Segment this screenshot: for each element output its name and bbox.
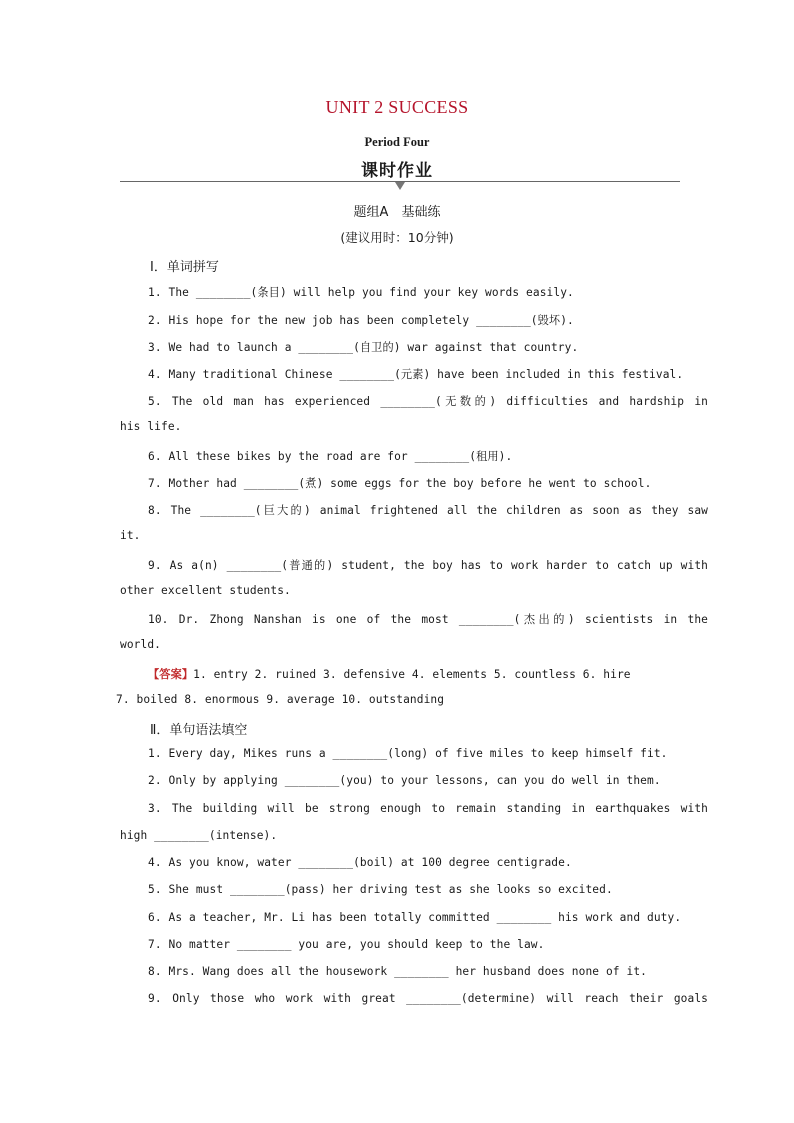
question-line: 6. As a teacher, Mr. Li has been totally committed ________ his work and duty.: [148, 911, 682, 924]
question-line: 9. As a(n) ________(普通的) student, the boy has to work harder to catch up with: [148, 559, 708, 572]
question-line: 7. No matter ________ you are, you should keep to the law.: [148, 938, 545, 951]
question-line: 9. Only those who work with great ________(determine) will reach their goals: [148, 992, 708, 1005]
question-line-continued: other excellent students.: [120, 584, 291, 597]
question-line: 3. The building will be strong enough to remain standing in earthquakes with: [148, 802, 708, 815]
question-line: 4. As you know, water ________(boil) at 100 degree centigrade.: [148, 856, 572, 869]
question-line: 1. Every day, Mikes runs a ________(long) of five miles to keep himself fit.: [148, 747, 668, 760]
question-line-continued: it.: [120, 529, 141, 542]
question-line-continued: his life.: [120, 420, 182, 433]
question-line: 2. His hope for the new job has been completely ________(毁坏).: [148, 314, 574, 327]
question-line: 1. The ________(条目) will help you find your key words easily.: [148, 286, 574, 299]
question-line-continued: high ________(intense).: [120, 829, 278, 842]
section1-heading: Ⅰ．单词拼写: [150, 260, 219, 275]
question-line: 7. Mother had ________(煮) some eggs for the boy before he went to school.: [148, 477, 652, 490]
answer-line: [120, 666, 708, 682]
question-line: 2. Only by applying ________(you) to your lessons, can you do well in them.: [148, 774, 661, 787]
section2-heading: Ⅱ．单句语法填空: [150, 723, 248, 738]
question-line: 10. Dr. Zhong Nanshan is one of the most ________(杰出的) scientists in the: [148, 613, 708, 626]
question-line: 6. All these bikes by the road are for ________(租用).: [148, 450, 513, 463]
answer-label: 【答案】: [148, 668, 194, 681]
page-bottom-margin: [0, 1020, 794, 1123]
divider-triangle-icon: [395, 182, 405, 190]
homework-heading: 课时作业: [361, 161, 433, 181]
period-subtitle: Period Four: [364, 135, 430, 149]
question-line-continued: world.: [120, 638, 162, 651]
question-line: 8. The ________(巨大的) animal frightened all the children as soon as they saw: [148, 504, 708, 517]
question-line: 5. She must ________(pass) her driving test as she looks so excited.: [148, 883, 613, 896]
question-line: 4. Many traditional Chinese ________(元素) have been included in this festival.: [148, 368, 684, 381]
question-line: 8. Mrs. Wang does all the housework ________ her husband does none of it.: [148, 965, 647, 978]
time-note: (建议用时：10分钟): [340, 230, 454, 245]
unit-title: UNIT 2 SUCCESS: [325, 97, 469, 117]
answer-text: 1. entry 2. ruined 3. defensive 4. elements 5. countless 6. hire: [193, 668, 631, 681]
answer-line-continued: 7. boiled 8. enormous 9. average 10. outstanding: [116, 693, 445, 706]
group-title: 题组A 基础练: [353, 205, 441, 220]
question-line: 5. The old man has experienced ________(无数的) difficulties and hardship in: [148, 395, 708, 408]
question-line: 3. We had to launch a ________(自卫的) war against that country.: [148, 341, 579, 354]
